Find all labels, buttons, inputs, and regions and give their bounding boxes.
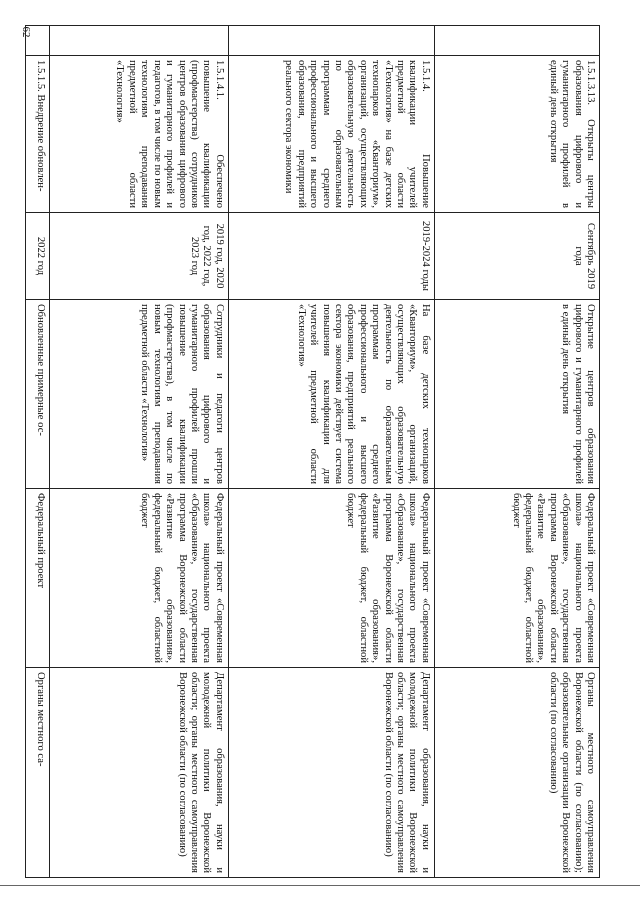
deadline-cell: Сентябрь 2019 года <box>434 213 599 300</box>
result-cell: На базе детских технопарков «Кванториум», организаций, осуществляющих образовательную деятельность по образовательным программам среднего профессионального и высшего образования, предприятий реального сектора экономики действует система повышения квалификации для учителей предметной области «Технология» <box>228 300 434 489</box>
table-row <box>434 26 599 878</box>
page-bottom-rule <box>0 885 640 886</box>
executor-cell: Органы местного самоуправления Воронежской области (по согласованию); образовательные организации Воронежской области (по согласованию) <box>434 668 599 878</box>
source-cell: Федеральный проект «Современная школа» национального проекта «Образование», государственная программа Воронежской области «Развитие образования», федеральный бюджет, областной бюджет <box>228 489 434 668</box>
executor-cell: Департамент образования, науки и молодежной политики Воронежской области; органы местного самоуправления Воронежской области (по согласованию) <box>228 668 434 878</box>
executor-cell: Органы местного са- <box>26 668 50 878</box>
empty-cell <box>434 26 599 56</box>
empty-cell <box>49 26 228 56</box>
table-row <box>49 26 228 878</box>
result-cell: Сотрудники и педагоги центров образования цифрового и гуманитарного профилей прошли повышение квалификации (профмастерства), в том числе по новым технологиям преподавания предметной области «Технология» <box>49 300 228 489</box>
measure-cell: 1.5.1.4. Повышение квалификации учителей предметной области «Технология» на базе детских технопарков «Кванториум», организаций, осуществляющих образовательную деятельность по образовательным программам среднего профессионального и высшего образования, предприятий реального сектора экономики <box>228 56 434 213</box>
measure-cell: 1.5.1.5. Внедрение обновлен- <box>26 56 50 213</box>
empty-cell <box>228 26 434 56</box>
source-cell: Федеральный проект «Современная школа» национального проекта «Образование», государственная программа Воронежской области «Развитие образования», федеральный бюджет, областной бюджет <box>434 489 599 668</box>
rotated-table-container <box>25 25 600 878</box>
result-cell: Обновленные примерные ос- <box>26 300 50 489</box>
result-cell: Открытие центров образования цифрового и гуманитарного профилей в единый день открытия <box>434 300 599 489</box>
deadline-cell: 2022 год <box>26 213 50 300</box>
source-cell: Федеральный проект «Современная школа» национального проекта «Образование», государственная программа Воронежской области «Развитие образования», федеральный бюджет, областной бюджет <box>49 489 228 668</box>
plan-table <box>25 25 600 878</box>
source-cell: Федеральный проект <box>26 489 50 668</box>
deadline-cell: 2019 год, 2020 год, 2022 год, 2023 год <box>49 213 228 300</box>
table-row <box>228 26 434 878</box>
table-row <box>26 26 50 878</box>
page-number: 62 <box>20 26 32 38</box>
empty-cell <box>26 26 50 56</box>
measure-cell: 1.5.1.4.1. Обеспечено повышение квалификации (профмастерства) сотрудников центров образования цифрового и гуманитарного профилей и педагогов, в том числе по новым технологиям преподавания предметной области «Технология» <box>49 56 228 213</box>
executor-cell: Департамент образования, науки и молодежной политики Воронежской области; органы местного самоуправления Воронежской области (по согласованию) <box>49 668 228 878</box>
measure-cell: 1.5.1.3.13. Открыты центры образования цифрового и гуманитарного профилей в единый день открытия <box>434 56 599 213</box>
deadline-cell: 2019-2024 годы <box>228 213 434 300</box>
